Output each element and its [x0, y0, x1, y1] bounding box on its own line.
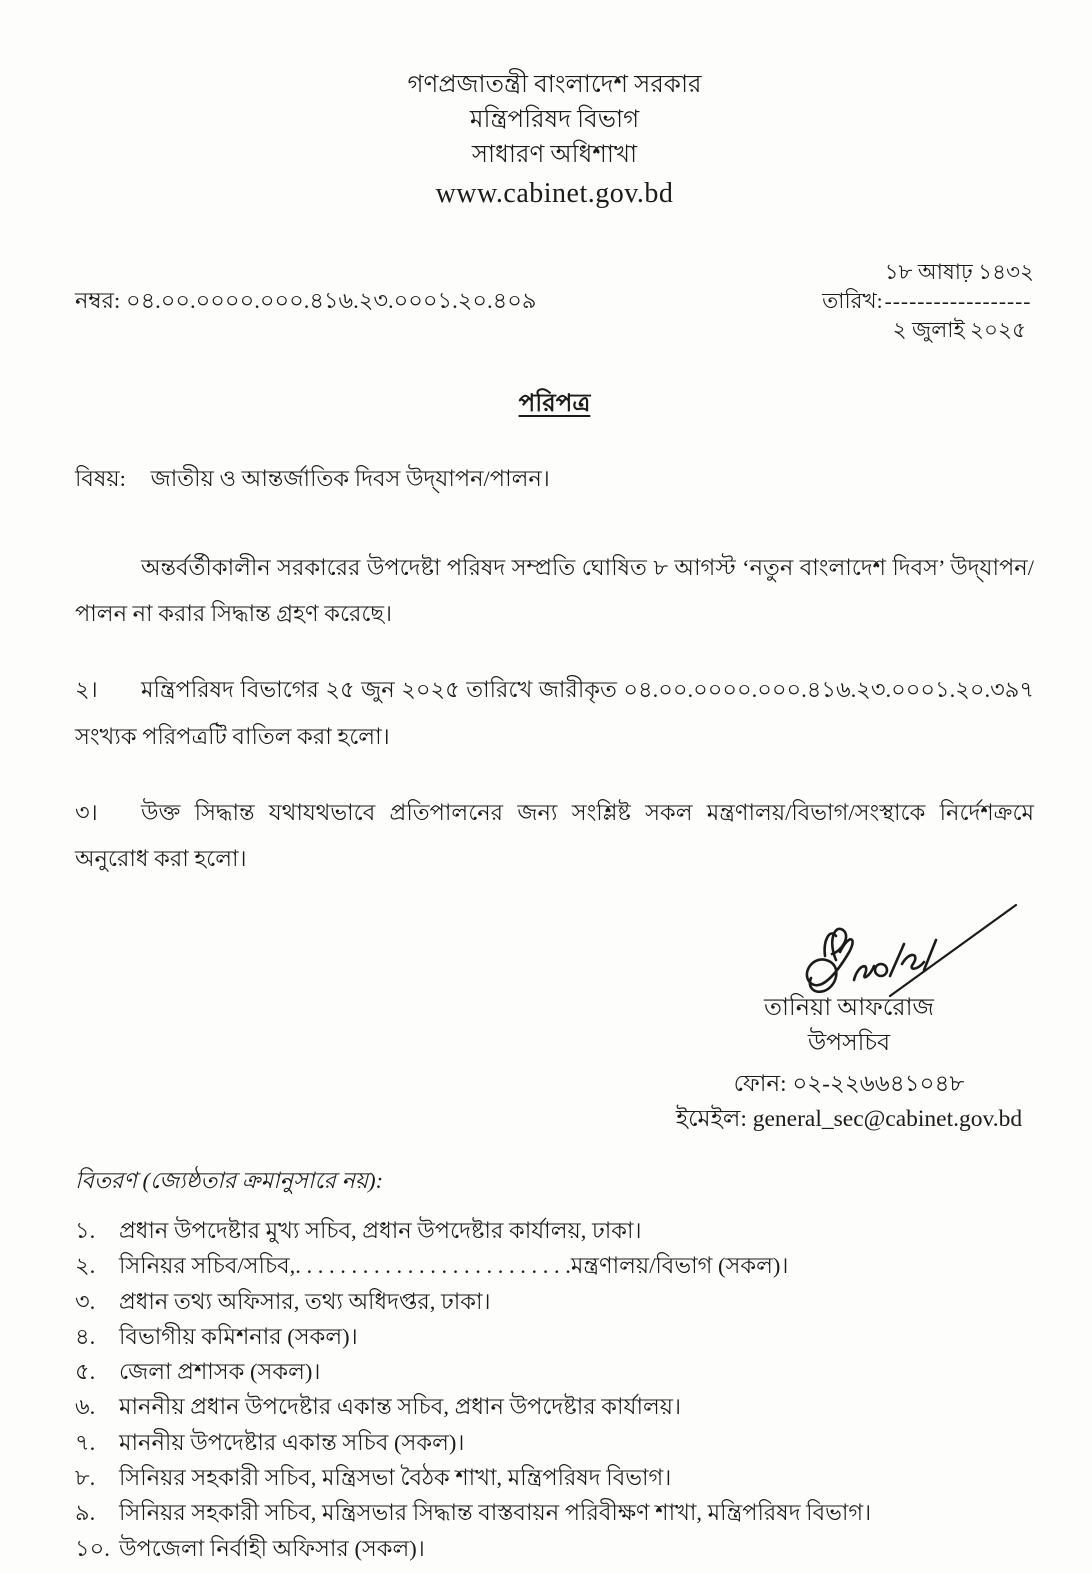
list-item-text: জেলা প্রশাসক (সকল)।	[119, 1359, 321, 1385]
letterhead	[75, 68, 1034, 214]
list-item	[75, 1319, 1034, 1354]
signatory-name: তানিয়া আফরোজ	[763, 994, 935, 1021]
body-paragraph	[75, 667, 1034, 759]
list-item-text: সিনিয়র সচিব/সচিব,. . . . . . . . . . . . . . . . . . . . . . . . .মন্ত্রণালয়/বিভাগ (সকল)।	[119, 1253, 789, 1279]
date-separator: ------------------	[884, 289, 1032, 314]
list-item	[75, 1531, 1034, 1566]
paragraph-number: ২।	[75, 677, 98, 703]
list-item	[75, 1460, 1034, 1495]
paragraph-text: মন্ত্রিপরিষদ বিভাগের ২৫ জুন ২০২৫ তারিখে জারীকৃত ০৪.০০.০০০০.০০০.৪১৬.২৩.০০০১.২০.৩৯৭ সংখ্যক পরিপত্রটি বাতিল করা হলো।	[75, 677, 1034, 749]
distribution-heading: বিতরণ (জ্যেষ্ঠতার ক্রমানুসারে নয়):	[75, 1167, 384, 1193]
paragraph-text: উক্ত সিদ্ধান্ত যথাযথভাবে প্রতিপালনের জন্য সংশ্লিষ্ট সকল মন্ত্রণালয়/বিভাগ/সংস্থাকে নির্দেশক্রমে অনুরোধ করা হলো।	[75, 799, 1034, 871]
website-url: www.cabinet.gov.bd	[435, 178, 674, 210]
list-item-number: ৪.	[75, 1323, 96, 1349]
subject-text: জাতীয় ও আন্তর্জাতিক দিবস উদ্‌যাপন/পালন।	[150, 466, 550, 492]
list-item-text: মাননীয় উপদেষ্টার একান্ত সচিব (সকল)।	[119, 1429, 465, 1455]
list-item-number: ৩.	[75, 1288, 96, 1314]
list-item-text: প্রধান উপদেষ্টার মুখ্য সচিব, প্রধান উপদেষ্টার কার্যালয়, ঢাকা।	[119, 1217, 642, 1243]
bangla-date: ১৮ আষাঢ় ১৪৩২	[884, 260, 1034, 285]
list-item-number: ৮.	[75, 1465, 96, 1491]
list-item	[75, 1389, 1034, 1424]
org-name: গণপ্রজাতন্ত্রী বাংলাদেশ সরকার	[407, 71, 702, 98]
list-item-number: ২.	[75, 1253, 96, 1279]
email-label: ইমেইল:	[675, 1105, 747, 1132]
list-item-number: ১.	[75, 1217, 96, 1243]
signatory-designation: উপসচিব	[807, 1029, 891, 1056]
email-line	[664, 1102, 1034, 1137]
list-item	[75, 1213, 1034, 1248]
list-item-number: ৯.	[75, 1500, 96, 1526]
list-item-number: ৭.	[75, 1429, 96, 1455]
subject-row	[75, 461, 1034, 499]
distribution-list	[75, 1213, 1034, 1566]
phone-line	[664, 1067, 1034, 1102]
memo-number-label: নম্বর:	[75, 287, 121, 313]
date-label: তারিখ:	[822, 289, 883, 314]
list-item-number: ৬.	[75, 1394, 96, 1420]
list-item-text: মাননীয় প্রধান উপদেষ্টার একান্ত সচিব, প্রধান উপদেষ্টার কার্যালয়।	[119, 1394, 682, 1420]
list-item	[75, 1425, 1034, 1460]
body-paragraph	[75, 545, 1034, 637]
gregorian-date: ২ জুলাই ২০২৫	[892, 318, 1026, 343]
list-item-text: সিনিয়র সহকারী সচিব, মন্ত্রিসভা বৈঠক শাখা, মন্ত্রিপরিষদ বিভাগ।	[119, 1465, 672, 1491]
phone-number: ০২-২২৬৬৪১০৪৮	[792, 1071, 965, 1097]
email-address: general_sec@cabinet.gov.bd	[752, 1105, 1023, 1132]
list-item-text: সিনিয়র সহকারী সচিব, মন্ত্রিসভার সিদ্ধান্ত বাস্তবায়ন পরিবীক্ষণ শাখা, মন্ত্রিপরিষদ বিভাগ।	[119, 1500, 872, 1526]
list-item	[75, 1495, 1034, 1530]
distribution-section	[75, 1163, 1034, 1566]
phone-label: ফোন:	[733, 1071, 787, 1097]
signature-scrawl	[778, 896, 1028, 1004]
memo-number-value: ০৪.০০.০০০০.০০০.৪১৬.২৩.০০০১.২০.৪০৯	[125, 287, 537, 313]
document-title: পরিপত্র	[518, 390, 591, 418]
list-item-number: ১০.	[75, 1535, 110, 1561]
date-block	[822, 258, 1034, 345]
list-item	[75, 1284, 1034, 1319]
subject-label: বিষয়:	[75, 466, 126, 492]
paragraph-number: ৩।	[75, 799, 98, 825]
memo-number	[75, 283, 537, 321]
list-item-number: ৫.	[75, 1359, 96, 1385]
list-item-text: উপজেলা নির্বাহী অফিসার (সকল)।	[119, 1535, 425, 1561]
list-item	[75, 1248, 1034, 1283]
list-item-text: প্রধান তথ্য অফিসার, তথ্য অধিদপ্তর, ঢাকা।	[119, 1288, 491, 1314]
signature-block	[664, 896, 1034, 1137]
list-item-text: বিভাগীয় কমিশনার (সকল)।	[119, 1323, 358, 1349]
list-item	[75, 1354, 1034, 1389]
department-name: মন্ত্রিপরিষদ বিভাগ	[469, 105, 640, 133]
reference-row	[75, 258, 1034, 345]
body-paragraph	[75, 790, 1034, 882]
branch-name: সাধারণ অধিশাখা	[471, 140, 638, 168]
paragraph-text: অন্তর্বর্তীকালীন সরকারের উপদেষ্টা পরিষদ সম্প্রতি ঘোষিত ৮ আগস্ট ‘নতুন বাংলাদেশ দিবস’ উদ্‌যাপন/পালন না করার সিদ্ধান্ত গ্রহণ করেছে।	[75, 555, 1034, 627]
